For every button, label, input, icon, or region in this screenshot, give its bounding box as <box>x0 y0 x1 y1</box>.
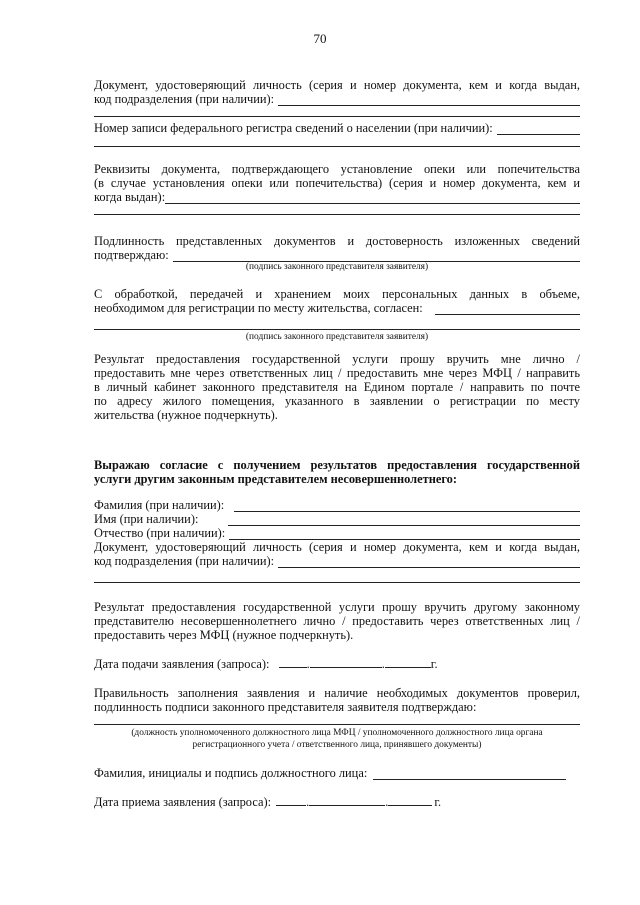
verification-caption-2: регистрационного учета / ответственного лица, принявшего документы) <box>192 740 482 750</box>
other-doc-line2: код подразделения (при наличии): <box>94 554 275 568</box>
other-doc-extra-line[interactable] <box>94 582 580 583</box>
consent-line1: Выражаю согласие с получением результатов предоставления государственной <box>94 458 580 472</box>
submission-day-field[interactable] <box>279 656 307 668</box>
other-rep-section <box>94 498 580 568</box>
authenticity-line2: подтверждаю: <box>94 248 169 262</box>
submission-year-suffix: г. <box>430 657 438 671</box>
guardianship-line3-row <box>94 190 580 204</box>
result-delivery-line5: жительства (нужное подчеркнуть). <box>94 408 278 422</box>
surname-field[interactable] <box>234 500 580 512</box>
result-other-section <box>94 600 580 642</box>
guardianship-line1: Реквизиты документа, подтверждающего установление опеки или попечительства <box>94 162 580 176</box>
verification-line1: Правильность заполнения заявления и наличие необходимых документов проверил, <box>94 686 580 700</box>
personal-data-line2-row <box>94 301 580 315</box>
acceptance-year-suffix: г. <box>434 795 442 809</box>
result-delivery-section <box>94 352 580 422</box>
result-other-line2: представителю несовершеннолетнего лично / предоставить через ответственных лиц / <box>94 614 580 628</box>
personal-data-field[interactable] <box>435 303 580 315</box>
official-position-line[interactable] <box>94 724 580 725</box>
fed-register-extra-line[interactable] <box>94 146 580 147</box>
name-field[interactable] <box>228 514 580 526</box>
other-doc-field[interactable] <box>278 556 580 568</box>
submission-year-field[interactable] <box>385 656 431 668</box>
result-other-line3: предоставить через МФЦ (нужное подчеркнуть). <box>94 628 354 642</box>
acceptance-dot-2: . <box>385 795 389 809</box>
guardianship-extra-line[interactable] <box>94 214 580 215</box>
result-other-line1: Результат предоставления государственной услуги прошу вручить другому законному <box>94 600 580 614</box>
consent-line2: услуги другим законным представителем несовершеннолетнего: <box>94 472 457 486</box>
fed-register-row <box>94 121 580 135</box>
page-number: 70 <box>313 31 327 46</box>
submission-dot-2: . <box>381 657 385 671</box>
personal-data-line2: необходимом для регистрации по месту жительства, согласен: <box>94 301 423 315</box>
official-signature-label: Фамилия, инициалы и подпись должностного лица: <box>94 766 368 780</box>
identity-doc-line1: Документ, удостоверяющий личность (серия и номер документа, кем и когда выдан, <box>94 78 580 92</box>
guardianship-field[interactable] <box>165 192 580 204</box>
guardianship-line2: (в случае установления опеки или попечительства) (серия и номер документа, кем и <box>94 176 580 190</box>
authenticity-section <box>94 234 580 262</box>
identity-doc-line2: код подразделения (при наличии): <box>94 92 275 106</box>
authenticity-signature-field[interactable] <box>173 250 580 262</box>
patronymic-field[interactable] <box>229 528 580 540</box>
identity-doc-section <box>94 78 580 106</box>
official-signature-section <box>94 766 580 780</box>
acceptance-date-label: Дата приема заявления (запроса): <box>94 795 272 809</box>
guardianship-line3: когда выдан): <box>94 190 166 204</box>
fed-register-section <box>94 121 580 135</box>
result-delivery-line2: предоставить мне через ответственных лиц / предоставить мне через МФЦ / направить <box>94 366 580 380</box>
identity-doc-field[interactable] <box>278 94 580 106</box>
identity-doc-extra-line[interactable] <box>94 116 580 117</box>
surname-label: Фамилия (при наличии): <box>94 498 225 512</box>
result-delivery-line3: в личный кабинет законного представителя на Едином портале / направить по почте <box>94 380 580 394</box>
acceptance-date-row <box>94 794 580 809</box>
result-delivery-line1: Результат предоставления государственной услуги прошу вручить мне лично / <box>94 352 580 366</box>
surname-row <box>94 498 580 512</box>
name-label: Имя (при наличии): <box>94 512 199 526</box>
official-signature-row <box>94 766 566 780</box>
acceptance-year-field[interactable] <box>388 794 432 806</box>
result-delivery-line4: по адресу жилого помещения, указанного в заявлении о регистрации по месту <box>94 394 580 408</box>
patronymic-row <box>94 526 580 540</box>
submission-dot-1: . <box>306 657 310 671</box>
submission-month-field[interactable] <box>310 656 382 668</box>
fed-register-field[interactable] <box>497 123 580 135</box>
submission-date-label: Дата подачи заявления (запроса): <box>94 657 270 671</box>
verification-caption-1: (должность уполномоченного должностного лица МФЦ / уполномоченного должностного лица органа <box>131 728 543 738</box>
submission-date-row <box>94 656 580 671</box>
patronymic-label: Отчество (при наличии): <box>94 526 226 540</box>
consent-section <box>94 458 580 486</box>
guardianship-section <box>94 162 580 204</box>
other-doc-line1: Документ, удостоверяющий личность (серия и номер документа, кем и когда выдан, <box>94 540 580 554</box>
personal-data-signature-line[interactable] <box>94 329 580 330</box>
other-doc-line2-row <box>94 554 580 568</box>
authenticity-line2-row <box>94 248 580 262</box>
acceptance-day-field[interactable] <box>276 794 306 806</box>
name-row <box>94 512 580 526</box>
fed-register-label: Номер записи федерального регистра сведений о населении (при наличии): <box>94 121 493 135</box>
authenticity-caption: (подпись законного представителя заявителя) <box>245 262 429 272</box>
personal-data-line1: С обработкой, передачей и хранением моих персональных данных в объеме, <box>94 287 580 301</box>
official-signature-field[interactable] <box>373 768 566 780</box>
acceptance-month-field[interactable] <box>309 794 385 806</box>
identity-doc-line2-row <box>94 92 580 106</box>
verification-section <box>94 686 580 714</box>
personal-data-section <box>94 287 580 315</box>
verification-line2: подлинность подписи законного представителя заявителя подтверждаю: <box>94 700 477 714</box>
authenticity-line1: Подлинность представленных документов и достоверность изложенных сведений <box>94 234 580 248</box>
personal-data-caption: (подпись законного представителя заявителя) <box>245 332 429 342</box>
acceptance-dot-1: . <box>306 795 310 809</box>
